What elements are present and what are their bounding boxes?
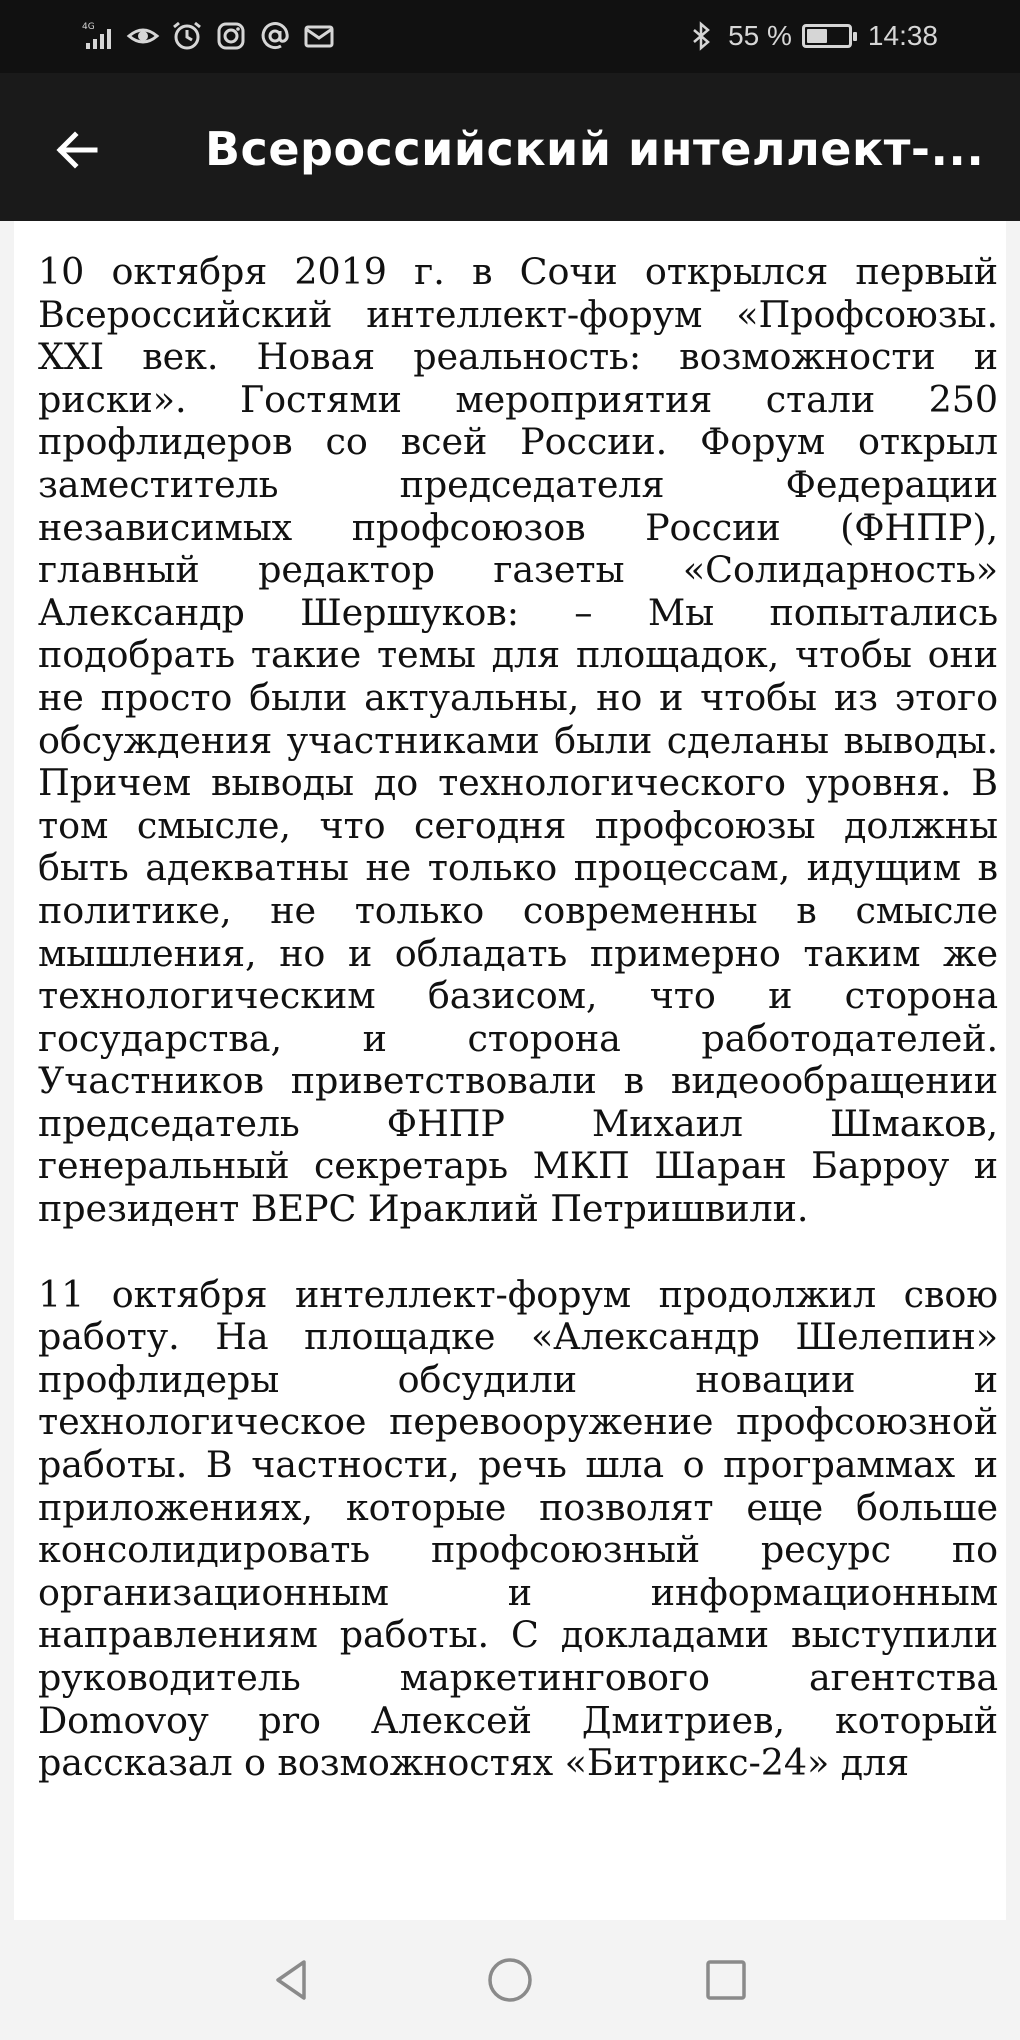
back-button[interactable]	[40, 113, 114, 187]
at-icon	[258, 19, 292, 53]
nav-recents-square-icon	[700, 1954, 752, 2006]
arrow-left-icon	[51, 124, 103, 176]
status-bar	[0, 0, 1020, 73]
navigation-bar	[0, 1920, 1020, 2040]
status-left-icons	[82, 18, 336, 54]
signal-icon	[82, 19, 116, 53]
nav-back-triangle-icon	[266, 1954, 318, 2006]
app-bar	[0, 73, 1020, 221]
nav-home-button[interactable]	[480, 1950, 540, 2010]
article-container[interactable]	[14, 221, 1006, 1920]
status-right	[684, 16, 938, 56]
battery-nub	[853, 32, 857, 41]
battery-fill	[807, 29, 827, 43]
article-paragraph-2: 11 октября интеллект-форум продолжил свою работу. На площадке «Александр Шелепин» профлидеры обсудили новации и технологическое перевооружение профсоюзной работы. В частности, речь шла о программах и приложениях, которые позволят еще больше консолидировать профсоюзный ресурс по организационным и информационным направлениям работы. С докладами выступили руководитель маркетингового агентства Domovoy pro Алексей Дмитриев, который рассказал о возможностях «Битрикс-24» для	[38, 1272, 998, 1785]
battery-percent: 55 %	[728, 20, 792, 51]
alarm-icon	[170, 19, 204, 53]
mail-icon	[302, 19, 336, 53]
nav-back-button[interactable]	[262, 1950, 322, 2010]
instagram-icon	[214, 19, 248, 53]
article-body	[38, 251, 998, 1828]
bluetooth-icon	[684, 19, 718, 53]
nav-home-circle-icon	[484, 1954, 536, 2006]
network-label: 4G	[82, 22, 95, 32]
clock: 14:38	[867, 20, 938, 51]
battery-icon	[802, 24, 852, 48]
nav-recents-button[interactable]	[696, 1950, 756, 2010]
eye-icon	[126, 19, 160, 53]
page-title: Всероссийский интеллект-...	[205, 122, 985, 176]
article-paragraph-1: 10 октября 2019 г. в Сочи открылся первый Всероссийский интеллект-форум «Профсоюзы. XXI век. Новая реальность: возможности и риски». Гостями мероприятия стали 250 профлидеров со всей России. Форум открыл заместитель председателя Федерации независимых профсоюзов России (ФНПР), главный редактор газеты «Солидарность» Александр Шершуков: – Мы попытались подобрать такие темы для площадок, чтобы они не просто были актуальны, но и чтобы из этого обсуждения участниками были сделаны выводы. Причем выводы до технологического уровня. В том смысле, что сегодня профсоюзы должны быть адекватны не только процессам, идущим в политике, не только современны в смысле мышления, но и обладать примерно таким же технологическим базисом, что и сторона государства, и сторона работодателей. Участников приветствовали в видеообращении председатель ФНПР Михаил Шмаков, генеральный секретарь МКП Шаран Барроу и президент ВЕРС Ираклий Петришвили.	[38, 250, 998, 1231]
